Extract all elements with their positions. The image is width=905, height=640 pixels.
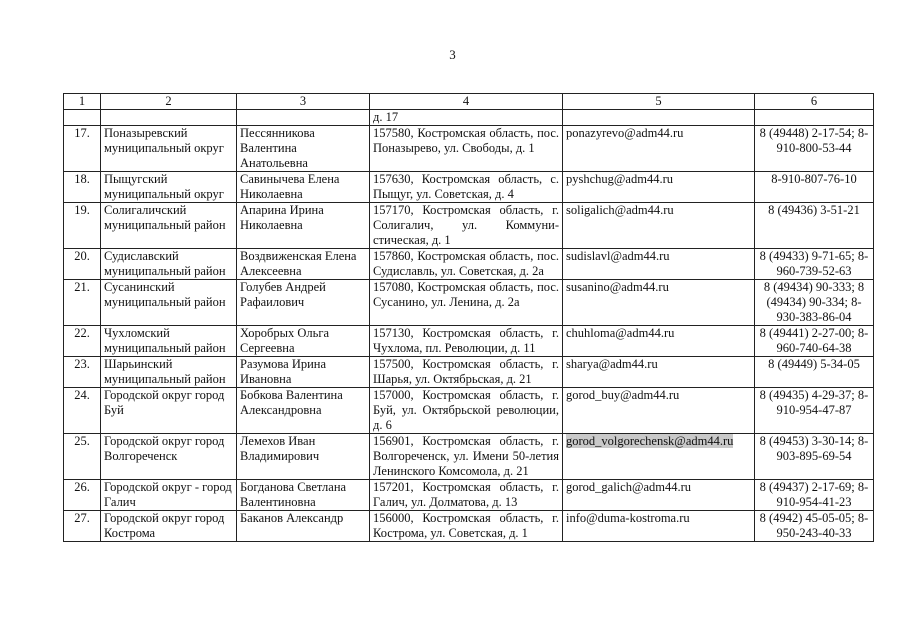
table-row xyxy=(64,511,874,542)
head-name: Голубев Андрей Рафаилович xyxy=(237,280,370,326)
email-highlighted: gorod_volgorechensk@adm44.ru xyxy=(566,434,734,448)
carry-over-cell xyxy=(237,110,370,126)
page-number: 3 xyxy=(449,47,456,62)
address-cell: 157170, Костромская область, г. Солигалич, ул. Коммуни-стическая, д. 1 xyxy=(370,203,563,249)
phone-cell: 8 (49435) 4-29-37; 8-910-954-47-87 xyxy=(755,388,874,434)
table-row xyxy=(64,172,874,203)
table-row xyxy=(64,280,874,326)
carry-over-cell xyxy=(563,110,755,126)
row-number: 17. xyxy=(64,126,101,172)
column-header-5: 5 xyxy=(563,94,755,110)
carry-over-cell xyxy=(755,110,874,126)
email-cell: ponazyrevo@adm44.ru xyxy=(563,126,755,172)
carry-over-address: д. 17 xyxy=(370,110,563,126)
row-number: 27. xyxy=(64,511,101,542)
phone-cell: 8 (49434) 90-333; 8 (49434) 90-334; 8-930-383-86-04 xyxy=(755,280,874,326)
head-name: Богданова Светлана Валентиновна xyxy=(237,480,370,511)
municipality-name: Пыщугский муниципальный округ xyxy=(101,172,237,203)
address-cell: 157630, Костромская область, с. Пыщуг, ул. Советская, д. 4 xyxy=(370,172,563,203)
phone-cell: 8 (49453) 3-30-14; 8-903-895-69-54 xyxy=(755,434,874,480)
carry-over-cell xyxy=(101,110,237,126)
address-cell: 157000, Костромская область, г. Буй, ул. Октябрьской революции, д. 6 xyxy=(370,388,563,434)
phone-cell: 8-910-807-76-10 xyxy=(755,172,874,203)
phone-cell: 8 (49436) 3-51-21 xyxy=(755,203,874,249)
email-cell: gorod_galich@adm44.ru xyxy=(563,480,755,511)
table-row xyxy=(64,203,874,249)
address-cell: 157580, Костромская область, пос. Поназырево, ул. Свободы, д. 1 xyxy=(370,126,563,172)
email-cell: sharya@adm44.ru xyxy=(563,357,755,388)
municipality-name: Чухломский муниципальный район xyxy=(101,326,237,357)
contacts-table xyxy=(63,93,874,542)
row-number: 24. xyxy=(64,388,101,434)
head-name: Лемехов Иван Владимирович xyxy=(237,434,370,480)
address-cell: 157860, Костромская область, пос. Судиславль, ул. Советская, д. 2а xyxy=(370,249,563,280)
phone-cell: 8 (49449) 5-34-05 xyxy=(755,357,874,388)
phone-cell: 8 (4942) 45-05-05; 8-950-243-40-33 xyxy=(755,511,874,542)
phone-cell: 8 (49437) 2-17-69; 8-910-954-41-23 xyxy=(755,480,874,511)
row-number: 21. xyxy=(64,280,101,326)
row-number: 18. xyxy=(64,172,101,203)
row-number: 26. xyxy=(64,480,101,511)
email-cell xyxy=(563,434,755,480)
email-cell: soligalich@adm44.ru xyxy=(563,203,755,249)
head-name: Апарина Ирина Николаевна xyxy=(237,203,370,249)
carry-over-cell xyxy=(64,110,101,126)
column-header-2: 2 xyxy=(101,94,237,110)
table-row xyxy=(64,388,874,434)
column-header-1: 1 xyxy=(64,94,101,110)
head-name: Савинычева Елена Николаевна xyxy=(237,172,370,203)
row-number: 22. xyxy=(64,326,101,357)
address-cell: 156901, Костромская область, г. Волгореченск, ул. Имени 50-летия Ленинского Комсомола, д. 21 xyxy=(370,434,563,480)
email-cell: gorod_buy@adm44.ru xyxy=(563,388,755,434)
table-row xyxy=(64,434,874,480)
phone-cell: 8 (49448) 2-17-54; 8-910-800-53-44 xyxy=(755,126,874,172)
phone-cell: 8 (49433) 9-71-65; 8-960-739-52-63 xyxy=(755,249,874,280)
address-cell: 157130, Костромская область, г. Чухлома, пл. Революции, д. 11 xyxy=(370,326,563,357)
row-number: 20. xyxy=(64,249,101,280)
municipality-name: Городской округ город Буй xyxy=(101,388,237,434)
head-name: Хоробрых Ольга Сергеевна xyxy=(237,326,370,357)
column-header-6: 6 xyxy=(755,94,874,110)
phone-cell: 8 (49441) 2-27-00; 8-960-740-64-38 xyxy=(755,326,874,357)
head-name: Баканов Александр xyxy=(237,511,370,542)
municipality-name: Городской округ город Волгореченск xyxy=(101,434,237,480)
municipality-name: Сусанинский муниципальный район xyxy=(101,280,237,326)
email-cell: chuhloma@adm44.ru xyxy=(563,326,755,357)
head-name: Воздвиженская Елена Алексеевна xyxy=(237,249,370,280)
email-cell: susanino@adm44.ru xyxy=(563,280,755,326)
email-cell: pyshchug@adm44.ru xyxy=(563,172,755,203)
address-cell: 156000, Костромская область, г. Кострома, ул. Советская, д. 1 xyxy=(370,511,563,542)
address-cell: 157080, Костромская область, пос. Сусанино, ул. Ленина, д. 2а xyxy=(370,280,563,326)
column-header-3: 3 xyxy=(237,94,370,110)
table-body xyxy=(64,110,874,542)
municipality-name: Городской округ город Кострома xyxy=(101,511,237,542)
row-number: 25. xyxy=(64,434,101,480)
municipality-name: Городской округ - город Галич xyxy=(101,480,237,511)
column-header-4: 4 xyxy=(370,94,563,110)
head-name: Разумова Ирина Ивановна xyxy=(237,357,370,388)
table-row xyxy=(64,357,874,388)
municipality-name: Солигаличский муниципальный район xyxy=(101,203,237,249)
table-row xyxy=(64,480,874,511)
table-row xyxy=(64,326,874,357)
email-cell: info@duma-kostroma.ru xyxy=(563,511,755,542)
head-name: Пессянникова Валентина Анатольевна xyxy=(237,126,370,172)
row-number: 19. xyxy=(64,203,101,249)
email-cell: sudislavl@adm44.ru xyxy=(563,249,755,280)
table-row xyxy=(64,249,874,280)
table-row xyxy=(64,126,874,172)
municipality-name: Шарьинский муниципальный район xyxy=(101,357,237,388)
municipality-name: Поназыревский муниципальный округ xyxy=(101,126,237,172)
address-cell: 157500, Костромская область, г. Шарья, ул. Октябрьская, д. 21 xyxy=(370,357,563,388)
municipality-name: Судиславский муниципальный район xyxy=(101,249,237,280)
carry-over-row xyxy=(64,110,874,126)
head-name: Бобкова Валентина Александровна xyxy=(237,388,370,434)
row-number: 23. xyxy=(64,357,101,388)
column-header-row xyxy=(64,94,874,110)
address-cell: 157201, Костромская область, г. Галич, ул. Долматова, д. 13 xyxy=(370,480,563,511)
